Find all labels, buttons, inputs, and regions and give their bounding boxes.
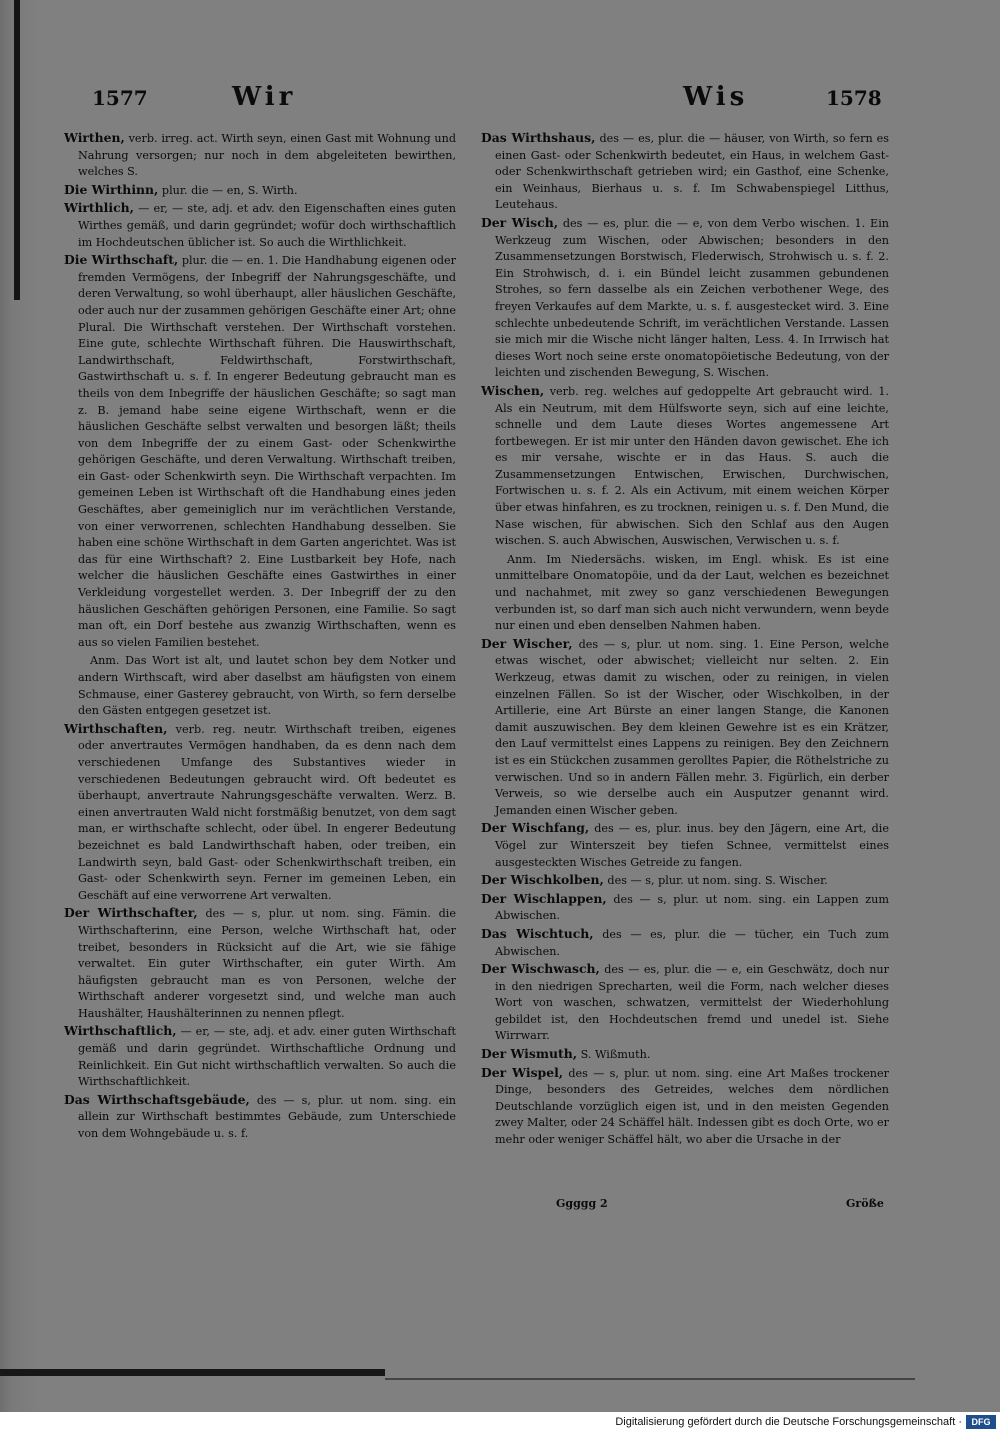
entry-headword: Der Wischwasch, bbox=[481, 961, 600, 977]
dictionary-entry bbox=[481, 1065, 889, 1149]
dictionary-entry bbox=[64, 1023, 456, 1090]
annotation-note: Anm. Das Wort ist alt, und lautet schon bey dem Notker und andern Wirthscaft, wird aber daselbst am häufigsten von einem Schmause, einer Gasterey gebraucht, von Wirth, so fern derselbe den Gästen entgegen gesetzet ist. bbox=[78, 654, 456, 718]
entry-definition: S. Wißmuth. bbox=[580, 1048, 651, 1062]
dictionary-entry bbox=[64, 200, 456, 251]
annotation-note: Anm. Im Niedersächs. wisken, im Engl. whisk. Es ist eine unmittelbare Onomatopöie, und da der Laut, welchen es bezeichnet und nachahmet, mit zwey so ganz verschiedenen Bewegungen verbunden ist, so darf man sich auch nicht verwundern, wenn beyde nur einen und eben denselben Nahmen haben. bbox=[495, 552, 889, 633]
dictionary-entry bbox=[481, 130, 889, 214]
signature-mark: Ggggg 2 bbox=[556, 1197, 608, 1210]
entry-definition: des — s, plur. ut nom. sing. S. Wischer. bbox=[607, 874, 828, 888]
dictionary-entry bbox=[64, 182, 456, 200]
entry-headword: Das Wirthschaftsgebäude, bbox=[64, 1091, 250, 1107]
entry-definition: des — es, plur. die — e, von dem Verbo wischen. 1. Ein Werkzeug zum Wischen, oder Abwischen; besonders in den Zusammensetzungen Borstwisch, Flederwisch, Strohwisch u. s. f. 2. Ein Strohwisch, d. i. ein Bündel leicht zusammen gebundenen Strohes, so fern dasselbe als ein Zeichen verbothener Wege, des freyen Verkaufes auf dem Markte, u. s. f. ausgestecket wird. 3. Eine schlechte unbedeutende Schrift, im verächtlichen Verstande. Lassen sie mich mir die Wische nicht länger halten, Less. 4. In Irrwisch hat dieses Wort noch seine erste onomatopöietische Bedeutung, von der leichten und zischenden Bewegung, S. Wischen. bbox=[495, 216, 889, 380]
entry-headword: Die Wirthinn, bbox=[64, 181, 159, 197]
dictionary-entry bbox=[481, 891, 889, 925]
dictionary-entry bbox=[481, 872, 889, 890]
entry-headword: Wischen, bbox=[481, 382, 545, 398]
dfg-logo: DFG bbox=[966, 1415, 996, 1429]
entry-headword: Wirthen, bbox=[64, 130, 125, 145]
entry-definition: plur. die — en. 1. Die Handhabung eigenen oder fremden Vermögens, der Inbegriff der Nahrungsgeschäfte, und deren Verwaltung, so wohl überhaupt, aller häuslichen Geschäfte, oder auch nur der zusammen gehörigen Geschäfte einer Art; ohne Plural. Die Wirthschaft verstehen. Der Wirthschaft vorstehen. Eine gute, schlechte Wirthschaft führen. Die Hauswirthschaft, Landwirthschaft, Feldwirthschaft, Forstwirthschaft, Gastwirthschaft u. s. f. In engerer Bedeutung gebraucht man es theils von dem Inbegriffe der häuslichen Geschäfte; so sagt man z. B. jemand habe seine eigene Wirthschaft, wenn er die häuslichen Geschäfte selbst verwalten und besorgen läßt; theils von dem Inbegriffe der zu einem Gast- oder Schenkwirthe gehörigen Geschäfte, und deren Verwaltung. Wirthschaft treiben, ein Gast- oder Schenkwirth seyn. Die Wirthschaft verpachten. Im gemeinen Leben ist Wirthschaft oft die Handhabung eines jeden Geschäftes, aber gemeiniglich nur im verächtlichen Verstande, von einer verworrenen, schlechten Handhabung desselben. Sie haben eine schöne Wirthschaft in dem Garten angerichtet. Was ist das für eine Wirthschaft? 2. Eine Lustbarkeit bey Hofe, nach welcher die häuslichen Geschäfte eines Gastwirthes in einer Verkleidung vorgestellet werden. 3. Der Inbegriff der zu den häuslichen Geschäften gehörigen Personen, eine Familie. So sagt man oft, ein Dorf bestehe aus zwanzig Wirthschaften, wenn es aus so vielen Familien bestehet. bbox=[78, 254, 456, 649]
entry-definition: des — s, plur. ut nom. sing. Fämin. die Wirthschafterinn, eine Person, welche Wirthschaft hat, oder treibet, besonders in Rücksicht auf die Art, wie sie fähige verwaltet. Ein guter Wirthschafter, ein guter Wirth. Am häufigsten gebraucht man es von Personen, welche der Wirthschaft anderer vorgesetzt sind, und welche man auch Haushälter, Haushälterinnen zu nennen pflegt. bbox=[78, 907, 456, 1020]
entry-headword: Der Wismuth, bbox=[481, 1046, 578, 1062]
entry-headword: Der Wispel, bbox=[481, 1064, 564, 1080]
bottom-scan-line bbox=[385, 1378, 915, 1380]
right-running-headword: Wis bbox=[683, 82, 749, 112]
entry-definition: des — es, plur. inus. bey den Jägern, eine Art, die Vögel zur Winterszeit bey tiefen Schnee, vermittelst eines ausgesteckten Wisches Getreide zu fangen. bbox=[495, 822, 889, 869]
entry-definition: des — es, plur. die — e, ein Geschwätz, doch nur in den niedrigen Sprecharten, weil die Form, nach welcher dieses Wort von waschen, schwatzen, vermittelst der Wiederhohlung gebildet ist, den Hochdeutschen fremd und unedel ist. Siehe Wirrwarr. bbox=[495, 963, 889, 1043]
dictionary-entry bbox=[481, 636, 889, 820]
left-running-headword: Wir bbox=[232, 82, 297, 112]
entry-definition: — er, — ste, adj. et adv. einer guten Wirthschaft gemäß und darin gegründet. Wirthschaftliche Ordnung und Reinlichkeit. Ein Gut nicht wirthschaftlich verwalten. So auch die Wirthschaftlichkeit. bbox=[78, 1025, 456, 1089]
entry-headword: Der Wischfang, bbox=[481, 820, 590, 836]
entry-definition: plur. die — en, S. Wirth. bbox=[161, 183, 298, 197]
dictionary-entry bbox=[481, 961, 889, 1045]
entry-definition: des — es, plur. die — tücher, ein Tuch zum Abwischen. bbox=[495, 927, 889, 958]
right-page-number: 1578 bbox=[826, 86, 882, 110]
entry-definition: des — s, plur. ut nom. sing. eine Art Maßes trockener Dinge, besonders des Getreides, welches dem nördlichen Deutschlande vorzüglich eigen ist, und in den meisten Gegenden zwey Malter, oder 24 Schäffel hält. Indessen gibt es doch Orte, wo er mehr oder weniger Schäffel hält, wo aber die Ursache in der bbox=[495, 1066, 889, 1147]
entry-headword: Wirthschaftlich, bbox=[64, 1023, 177, 1039]
entry-headword: Das Wirthshaus, bbox=[481, 130, 596, 145]
credit-text: Digitalisierung gefördert durch die Deutsche Forschungsgemeinschaft · bbox=[615, 1416, 962, 1428]
dictionary-entry bbox=[481, 215, 889, 382]
entry-headword: Der Wischlappen, bbox=[481, 890, 607, 906]
entry-definition: des — s, plur. ut nom. sing. ein allein zur Wirthschaft bestimmtes Gebäude, zum Unterschiede von dem Wohngebäude u. s. f. bbox=[78, 1093, 456, 1141]
right-column bbox=[481, 130, 889, 1150]
dictionary-entry bbox=[64, 905, 456, 1022]
dictionary-entry bbox=[64, 721, 456, 905]
catchword: Größe bbox=[846, 1197, 884, 1210]
left-page-number: 1577 bbox=[92, 86, 148, 110]
dictionary-entry bbox=[64, 252, 456, 651]
entry-definition: verb. reg. neutr. Wirthschaft treiben, eigenes oder anvertrautes Vermögen handhaben, da es denn nach dem verschiedenen Umfange des Substantives wieder in verschiedenen Bedeutungen gebraucht wird. Oft bedeutet es überhaupt, anvertraute Nahrungsgeschäfte verwalten. Werz. B. einen anvertrauten Wald nicht forstmäßig benutzet, von dem sagt man, er wirthschafte schlecht, oder übel. In engerer Bedeutung bezeichnet es bald Landwirthschaft haben, oder treiben, ein Landwirth seyn, bald Gast- oder Schenkwirthschaft treiben, ein Gast- oder Schenkwirth seyn. Ferner im gemeinen Leben, ein Geschäft auf eine verworrene Art verwalten. bbox=[78, 722, 456, 902]
spine-mark bbox=[14, 0, 20, 300]
entry-definition: des — es, plur. die — häuser, von Wirth, so fern es einen Gast- oder Schenkwirth bedeutet, ein Haus, in welchem Gast- oder Schenkwirthschaft getrieben wird; ein Gasthof, eine Schenke, ein Weinhaus, Bierhaus u. s. f. Im Schwabenspiegel Litthus, Leutehaus. bbox=[495, 132, 889, 212]
entry-definition: des — s, plur. ut nom. sing. ein Lappen zum Abwischen. bbox=[495, 892, 889, 923]
entry-definition: verb. reg. welches auf gedoppelte Art gebraucht wird. 1. Als ein Neutrum, mit dem Hülfsworte seyn, sich auf eine leichte, schnelle und dem Laute dieses Wortes angemessene Art fortbewegen. Er ist mir unter den Händen davon gewischet. Ehe ich es mir versahe, wischte er in das Haus. S. auch die Zusammensetzungen Entwischen, Erwischen, Durchwischen, Fortwischen u. s. f. 2. Als ein Activum, mit einem weichen Körper über etwas hinfahren, es zu trocknen, reinigen u. s. f. Den Mund, die Nase wischen, für abwischen. Sich den Schlaf aus den Augen wischen. S. auch Abwischen, Auswischen, Verwischen u. s. f. bbox=[495, 384, 889, 548]
dictionary-entry bbox=[481, 383, 889, 550]
entry-headword: Der Wisch, bbox=[481, 214, 559, 230]
dictionary-entry bbox=[64, 130, 456, 181]
entry-definition: verb. irreg. act. Wirth seyn, einen Gast mit Wohnung und Nahrung versorgen; nur noch in dem abgeleiteten bewirthen, welches S. bbox=[78, 132, 456, 179]
dictionary-entry bbox=[481, 926, 889, 960]
entry-headword: Wirthlich, bbox=[64, 200, 134, 216]
entry-headword: Wirthschaften, bbox=[64, 720, 168, 736]
dictionary-entry bbox=[481, 1046, 889, 1064]
entry-definition: des — s, plur. ut nom. sing. 1. Eine Person, welche etwas wischet, oder abwischet; vielleicht nur selten. 2. Ein Werkzeug, etwas damit zu wischen, oder zu reinigen, in vielen einzelnen Fällen. So ist der Wischer, oder Wischkolben, in der Artillerie, eine Art Bürste an einer langen Stange, die Kanonen damit auszuwischen. Bey dem kleinen Gewehre ist es ein Krätzer, den Lauf vermittelst eines Lappens zu reinigen. Bey den Zeichnern ist es ein Stückchen zusammen gerolltes Papier, die Röthelstriche zu verwischen. Und so in andern Fällen mehr. 3. Figürlich, ein derber Verweis, so wie derselbe auch ein Ausputzer genannt wird. Jemanden einen Wischer geben. bbox=[495, 637, 889, 817]
left-column bbox=[64, 130, 456, 1144]
entry-headword: Die Wirthschaft, bbox=[64, 252, 179, 268]
entry-headword: Der Wischer, bbox=[481, 635, 573, 651]
entry-headword: Der Wischkolben, bbox=[481, 872, 604, 888]
dictionary-entry bbox=[481, 820, 889, 871]
book-spine-shadow bbox=[0, 0, 40, 1412]
entry-headword: Der Wirthschafter, bbox=[64, 905, 198, 921]
dictionary-entry bbox=[64, 1092, 456, 1143]
credit-bar bbox=[0, 1412, 1000, 1432]
entry-headword: Das Wischtuch, bbox=[481, 925, 594, 941]
bottom-scan-edge bbox=[0, 1369, 385, 1376]
entry-definition: — er, — ste, adj. et adv. den Eigenschaften eines guten Wirthes gemäß, und darin gegründet; wofür doch wirthschaftlich im Hochdeutschen üblicher ist. So auch die Wirthlichkeit. bbox=[78, 202, 457, 249]
